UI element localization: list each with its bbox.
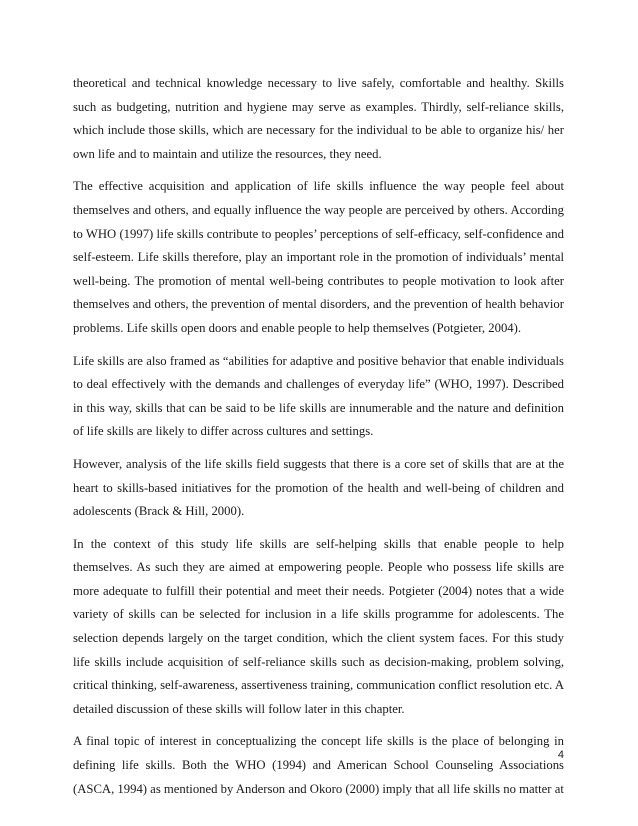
page-number: 4 [557, 749, 564, 761]
paragraph-6: A final topic of interest in conceptualizing the concept life skills is the place of belonging in defining life skills. Both the WHO (1994) and American School Counseling Associations (ASCA, 1994) as mentioned by Anderson and Okoro (2000) imply that all life skills no matter at [73, 734, 564, 796]
paragraph-2: The effective acquisition and application of life skills influence the way people feel about themselves and others, and equally influence the way people are perceived by others. According to WHO (1997) life skills contribute to peoples’ perceptions of self-efficacy, self-confidence and self-esteem. Life skills therefore, play an important role in the promotion of individuals’ mental well-being. The promotion of mental well-being contributes to people motivation to look after themselves and others, the prevention of mental disorders, and the prevention of health behavior problems. Life skills open doors and enable people to help themselves (Potgieter, 2004). [73, 179, 564, 335]
paragraph-4: However, analysis of the life skills field suggests that there is a core set of skills that are at the heart to skills-based initiatives for the promotion of the health and well-being of children and adolescents (Brack & Hill, 2000). [73, 456, 564, 519]
paragraph-3: Life skills are also framed as “abilities for adaptive and positive behavior that enable individuals to deal effectively with the demands and challenges of everyday life” (WHO, 1997). Described in this way, skills that can be said to be life skills are innumerable and the nature and definition of life skills are likely to differ across cultures and settings. [73, 353, 564, 439]
paragraph-1: theoretical and technical knowledge necessary to live safely, comfortable and healthy. Skills such as budgeting, nutrition and hygiene may serve as examples. Thirdly, self-reliance skills, which include those skills, which are necessary for the individual to be able to organize his/ her own life and to maintain and utilize the resources, they need. [73, 76, 564, 161]
paragraph-5: In the context of this study life skills are self-helping skills that enable people to help themselves. As such they are aimed at empowering people. People who possess life skills are more adequate to fulfill their potential and meet their needs. Potgieter (2004) notes that a wide variety of skills can be selected for inclusion in a life skills programme for adolescents. The selection depends largely on the target condition, which the client system faces. For this study life skills include acquisition of self-reliance skills such as decision-making, problem solving, critical thinking, self-awareness, assertiveness training, communication conflict resolution etc. A detailed discussion of these skills will follow later in this chapter. [73, 536, 564, 716]
body-text [73, 72, 564, 810]
